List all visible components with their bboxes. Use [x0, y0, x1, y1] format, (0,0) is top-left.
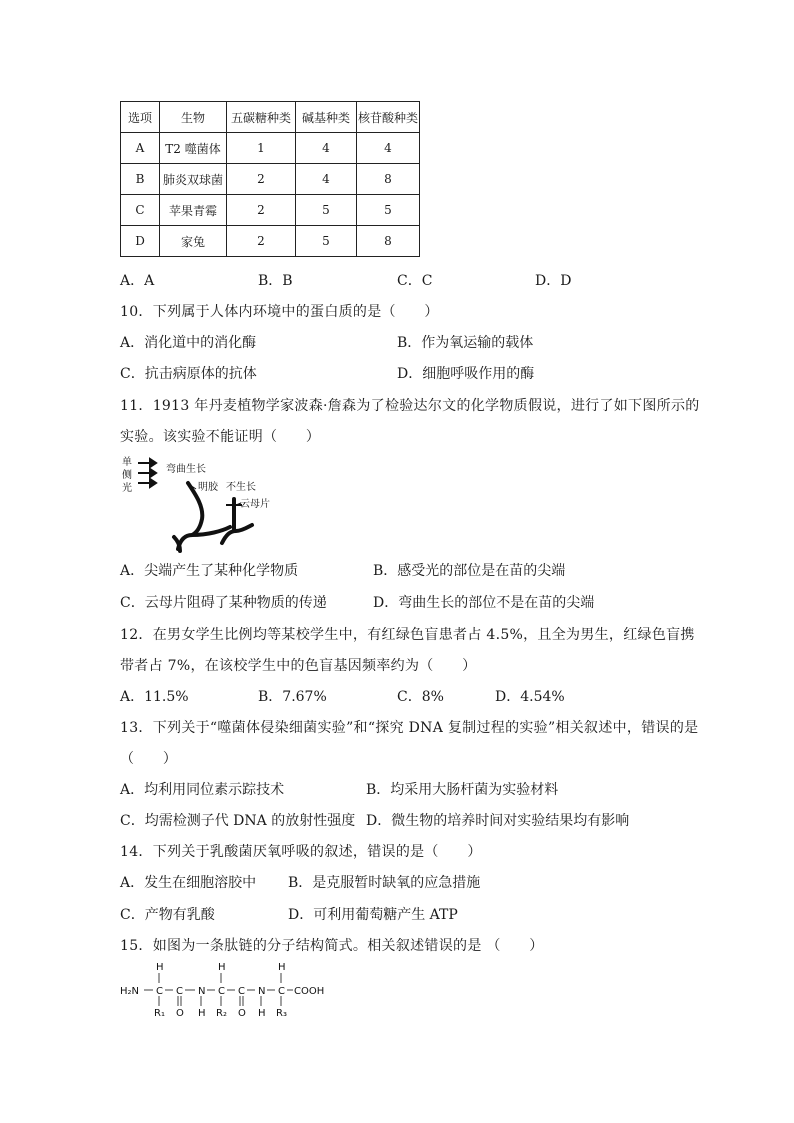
table-header-cell: 选项 — [121, 102, 160, 133]
table-header-cell: 碱基种类 — [296, 102, 357, 133]
table-cell: 2 — [227, 164, 296, 195]
q9-option-a[interactable]: A．A — [120, 273, 155, 289]
table-cell: 5 — [296, 195, 357, 226]
table-header-cell: 生物 — [160, 102, 227, 133]
table-row — [121, 133, 420, 164]
table-cell: 4 — [357, 133, 420, 164]
table-cell: 8 — [357, 226, 420, 257]
light-arrows — [138, 459, 156, 487]
q12-option-a[interactable]: A．11.5% — [120, 689, 189, 705]
formula-h-3: H — [278, 962, 286, 973]
formula-h-2: H — [218, 962, 226, 973]
q13-stem-line1: 13．下列关于“噬菌体侵染细菌实验”和“探究 DNA 复制过程的实验”相关叙述中，错误的是 — [120, 720, 699, 736]
light-label-1: 单 — [122, 457, 132, 468]
q14-option-b[interactable]: B．是克服暂时缺氧的应急措施 — [288, 875, 481, 891]
formula-r1: R₁ — [154, 1008, 165, 1019]
table-header-row — [121, 102, 420, 133]
table-row — [121, 164, 420, 195]
formula-cooh: COOH — [294, 986, 325, 997]
q10-option-d[interactable]: D．细胞呼吸作用的酶 — [397, 366, 535, 382]
q13-option-a[interactable]: A．均利用同位素示踪技术 — [120, 782, 285, 798]
light-label-2: 侧 — [122, 470, 132, 481]
table-cell: 5 — [357, 195, 420, 226]
table-cell: T2 噬菌体 — [160, 133, 227, 164]
table-cell: D — [121, 226, 160, 257]
gelatin-label: 明胶 — [198, 482, 218, 493]
q13-option-d[interactable]: D．微生物的培养时间对实验结果均有影响 — [366, 813, 630, 829]
formula-c-5: C — [278, 986, 285, 997]
formula-o-2: O — [238, 1008, 246, 1019]
q12-option-c[interactable]: C．8% — [397, 689, 444, 705]
formula-h-n1: H — [198, 1008, 206, 1019]
q11-option-c[interactable]: C．云母片阻碍了某种物质的传递 — [120, 595, 327, 611]
q11-stem-line2: 实验。该实验不能证明（ ） — [120, 429, 321, 445]
formula-c-3: C — [218, 986, 225, 997]
formula-h-n2: H — [258, 1008, 266, 1019]
q15-stem: 15．如图为一条肽链的分子结构简式。相关叙述错误的是 （ ） — [120, 938, 544, 954]
formula-c-2: C — [176, 986, 183, 997]
table-cell: 4 — [296, 133, 357, 164]
peptide-structure-formula — [118, 958, 338, 1022]
table-cell: 5 — [296, 226, 357, 257]
table-cell: 2 — [227, 226, 296, 257]
q12-option-d[interactable]: D．4.54% — [495, 689, 565, 705]
table-cell: 家兔 — [160, 226, 227, 257]
table-cell: 肺炎双球菌 — [160, 164, 227, 195]
table-header-cell: 核苷酸种类 — [357, 102, 420, 133]
formula-n-2: N — [258, 986, 266, 997]
table-cell: 1 — [227, 133, 296, 164]
q11-option-a[interactable]: A．尖端产生了某种化学物质 — [120, 563, 299, 579]
bend-label: 弯曲生长 — [166, 464, 206, 475]
q12-stem-line2: 带者占 7%，在该校学生中的色盲基因频率约为（ ） — [120, 658, 477, 674]
q9-option-b[interactable]: B．B — [258, 273, 293, 289]
q9-option-d[interactable]: D．D — [535, 273, 572, 289]
q12-stem-line1: 12．在男女学生比例均等某校学生中，有红绿色盲患者占 4.5%，且全为男生，红绿色盲携 — [120, 627, 695, 643]
table-cell: B — [121, 164, 160, 195]
q14-option-a[interactable]: A．发生在细胞溶胶中 — [120, 875, 257, 891]
q13-option-b[interactable]: B．均采用大肠杆菌为实验材料 — [366, 782, 559, 798]
mica-label: 云母片 — [240, 499, 270, 510]
table-cell: A — [121, 133, 160, 164]
table-header-cell: 五碳糖种类 — [227, 102, 296, 133]
q14-stem: 14．下列关于乳酸菌厌氧呼吸的叙述，错误的是（ ） — [120, 844, 482, 860]
table-cell: 2 — [227, 195, 296, 226]
q10-stem: 10．下列属于人体内环境中的蛋白质的是（ ） — [120, 304, 439, 320]
formula-n-1: N — [198, 986, 206, 997]
coleoptile-experiment-figure — [118, 455, 288, 555]
formula-c-1: C — [156, 986, 163, 997]
table-row — [121, 195, 420, 226]
q14-option-d[interactable]: D．可利用葡萄糖产生 ATP — [288, 907, 458, 923]
table-cell: 4 — [296, 164, 357, 195]
nogrow-label: 不生长 — [226, 482, 256, 493]
q10-option-b[interactable]: B．作为氧运输的载体 — [397, 335, 534, 351]
q13-option-c[interactable]: C．均需检测子代 DNA 的放射性强度 — [120, 813, 356, 829]
q10-option-c[interactable]: C．抗击病原体的抗体 — [120, 366, 257, 382]
table-row — [121, 226, 420, 257]
light-label-3: 光 — [122, 483, 132, 494]
q12-option-b[interactable]: B．7.67% — [258, 689, 327, 705]
q9-option-c[interactable]: C．C — [397, 273, 433, 289]
formula-o-1: O — [176, 1008, 184, 1019]
q11-option-b[interactable]: B．感受光的部位是在苗的尖端 — [373, 563, 566, 579]
q10-option-a[interactable]: A．消化道中的消化酶 — [120, 335, 257, 351]
formula-r2: R₂ — [216, 1008, 227, 1019]
formula-h2n: H₂N — [120, 986, 140, 997]
q13-stem-line2: （ ） — [120, 751, 178, 767]
formula-c-4: C — [238, 986, 245, 997]
q11-stem-line1: 11．1913 年丹麦植物学家波森·詹森为了检验达尔文的化学物质假说，进行了如下图所示的 — [120, 398, 700, 414]
table-cell: C — [121, 195, 160, 226]
q11-option-d[interactable]: D．弯曲生长的部位不是在苗的尖端 — [373, 595, 595, 611]
q9-table — [120, 101, 420, 257]
q14-option-c[interactable]: C．产物有乳酸 — [120, 907, 215, 923]
table-cell: 苹果青霉 — [160, 195, 227, 226]
formula-h-1: H — [156, 962, 164, 973]
table-cell: 8 — [357, 164, 420, 195]
formula-r3: R₃ — [276, 1008, 287, 1019]
